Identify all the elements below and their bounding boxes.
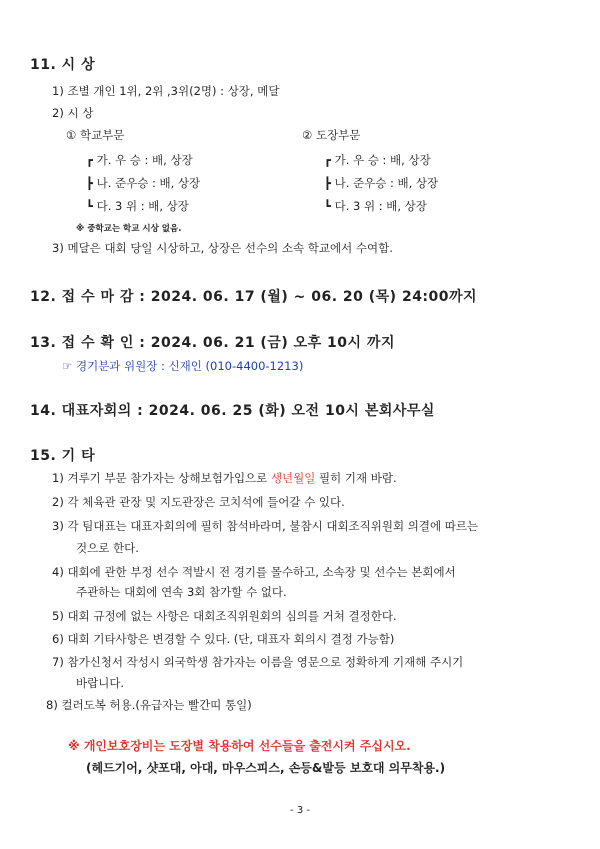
school-category-heading: ① 학교부문 — [66, 128, 125, 142]
s11-item-1: 1) 조별 개인 1위, 2위 ,3위(2명) : 상장, 메달 — [52, 84, 280, 98]
dojang-category-heading: ② 도장부문 — [302, 128, 361, 142]
s15-line-6: 6) 대회 기타사항은 변경할 수 있다. (단, 대표자 회의시 결정 가능함) — [52, 632, 395, 646]
s15-line-4a: 4) 대회에 관한 부정 선수 적발시 전 경기를 몰수하고, 소속장 및 선수는 본회에서 — [52, 565, 456, 579]
protective-gear-warning: ※ 개인보호장비는 도장별 착용하여 선수들을 출전시켜 주십시오. — [68, 739, 411, 753]
s15-line-1-c: 필히 기재 바람. — [315, 471, 397, 485]
s15-line-8: 8) 컬러도복 허용.(유급자는 빨간띠 통일) — [46, 698, 252, 712]
s15-line-4b: 주관하는 대회에 연속 3회 참가할 수 없다. — [76, 585, 287, 599]
s15-line-1-a: 1) 겨루기 부문 참가자는 상해보험가입으로 — [52, 471, 271, 485]
s15-line-7b: 바랍니다. — [76, 676, 125, 690]
section-15-title: 15. 기 타 — [30, 448, 96, 464]
school-award-2: ┣ 나. 준우승 : 배, 상장 — [86, 176, 201, 190]
s11-note: ※ 중학교는 학교 시상 없음. — [76, 224, 182, 234]
dojang-award-2: ┣ 나. 준우승 : 배, 상장 — [324, 176, 439, 190]
s15-line-2: 2) 각 체육관 관장 및 지도관장은 코치석에 들어갈 수 있다. — [52, 495, 345, 509]
s15-line-7a: 7) 참가신청서 작성시 외국학생 참가자는 이름을 영문으로 정확하게 기재해 주시기 — [52, 655, 464, 669]
s11-item-3: 3) 메달은 대회 당일 시상하고, 상장은 선수의 소속 학교에서 수여함. — [52, 241, 393, 255]
school-award-1: ┏ 가. 우 승 : 배, 상장 — [86, 153, 193, 167]
s15-line-5: 5) 대회 규정에 없는 사항은 대회조직위원회의 심의를 거쳐 결정한다. — [52, 609, 397, 623]
dojang-award-1: ┏ 가. 우 승 : 배, 상장 — [324, 153, 431, 167]
s15-line-3a: 3) 각 팀대표는 대표자회의에 필히 참석바라며, 불참시 대회조직위원회 의결에 따르는 — [52, 519, 479, 533]
s15-line-1 — [52, 470, 397, 486]
birthdate-highlight: 생년월일 — [270, 471, 316, 485]
section-14-title: 14. 대표자회의 : 2024. 06. 25 (화) 오전 10시 본회사무실 — [30, 403, 435, 419]
page-number: - 3 - — [290, 805, 310, 816]
s15-line-3b: 것으로 한다. — [76, 541, 139, 555]
section-12-title: 12. 접 수 마 감 : 2024. 06. 17 (월) ~ 06. 20 (목) 24:00까지 — [30, 289, 478, 305]
protective-gear-list: (헤드기어, 샷포대, 아대, 마우스피스, 손등&발등 보호대 의무착용.) — [86, 761, 446, 775]
s13-contact: ☞ 경기분과 위원장 : 신재인 (010-4400-1213) — [62, 359, 304, 373]
school-award-3: ┗ 다. 3 위 : 배, 상장 — [86, 199, 189, 213]
dojang-award-3: ┗ 다. 3 위 : 배, 상장 — [324, 199, 427, 213]
section-13-title: 13. 접 수 확 인 : 2024. 06. 21 (금) 오후 10시 까지 — [30, 335, 395, 351]
s11-item-2: 2) 시 상 — [52, 106, 94, 120]
section-11-title: 11. 시 상 — [30, 57, 96, 73]
